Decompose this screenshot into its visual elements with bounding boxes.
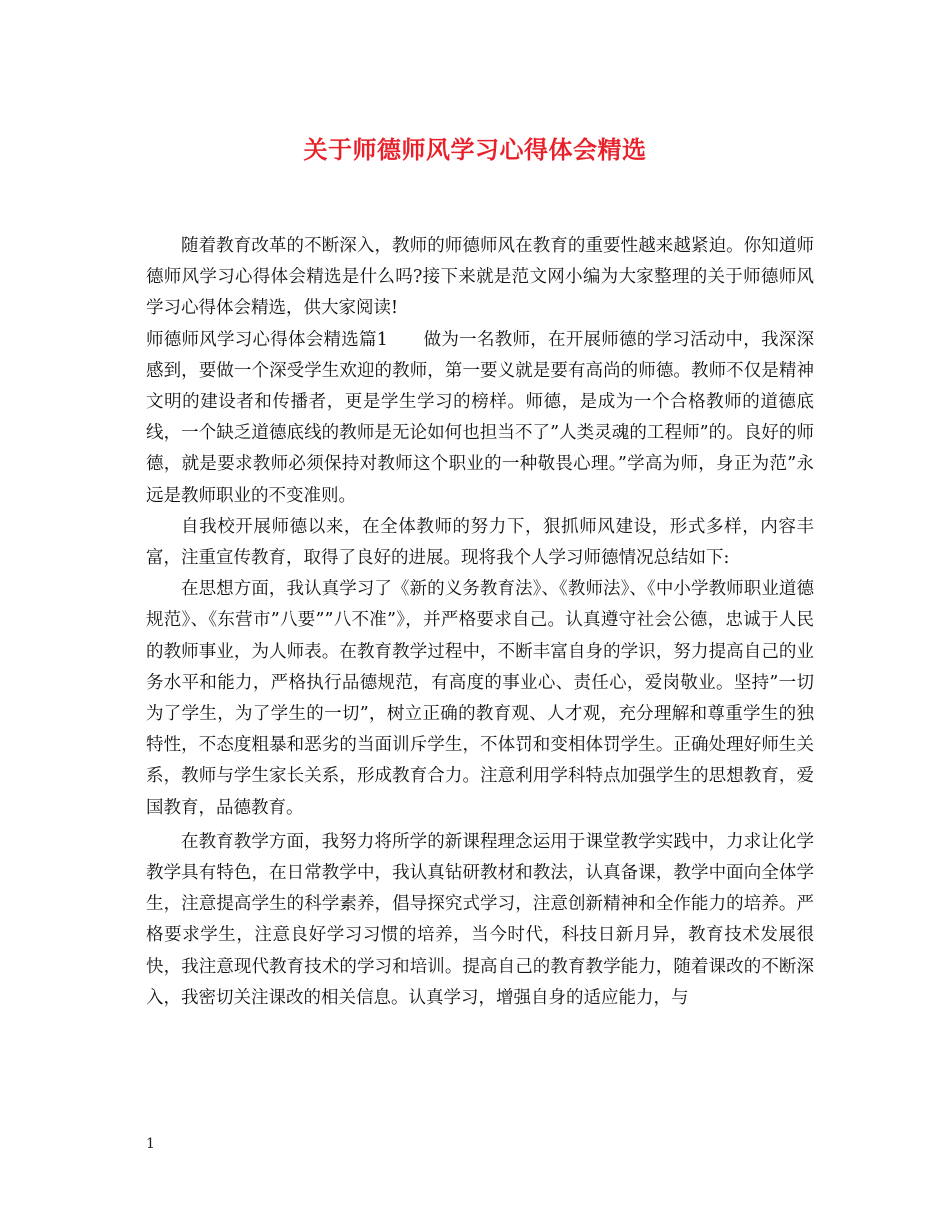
- paragraph-intro: 随着教育改革的不断深入，教师的师德师风在教育的重要性越来越紧迫。你知道师德师风学习心得体会精选是什么吗?接下来就是范文网小编为大家整理的关于师德师风学习心得体会精选，供大家阅读!: [146, 236, 814, 319]
- paragraph-ideology: 在思想方面，我认真学习了《新的义务教育法》、《教师法》、《中小学教师职业道德规范》、《东营市”八要””八不准”》，并严格要求自己。认真遵守社会公德，忠诚于人民的教师事业，为人师表。在教育教学过程中，不断丰富自身的学识，努力提高自己的业务水平和能力，严格执行品德规范，有高度的事业心、责任心，爱岗敬业。坚持”一切为了学生，为了学生的一切”，树立正确的教育观、人才观，充分理解和尊重学生的独特性，不态度粗暴和恶劣的当面训斥学生，不体罚和变相体罚学生。正确处理好师生关系，教师与学生家长关系，形成教育合力。注意利用学科特点加强学生的思想教育，爱国教育，品德教育。: [146, 579, 814, 818]
- paragraph-teaching: 在教育教学方面，我努力将所学的新课程理念运用于课堂教学实践中，力求让化学教学具有特色，在日常教学中，我认真钻研教材和教法，认真备课，教学中面向全体学生，注意提高学生的科学素养，倡导探究式学习，注意创新精神和全作能力的培养。严格要求学生，注意良好学习习惯的培养，当今时代，科技日新月异，教育技术发展很快，我注意现代教育技术的学习和培训。提高自己的教育教学能力，随着课改的不断深入，我密切关注课改的相关信息。认真学习，增强自身的适应能力，与: [146, 831, 814, 1008]
- paragraph-school-summary: 自我校开展师德以来，在全体教师的努力下，狠抓师风建设，形式多样，内容丰富，注重宣传教育，取得了良好的进展。现将我个人学习师德情况总结如下:: [146, 516, 814, 569]
- document-body: [146, 231, 814, 1014]
- page-number: 1: [146, 1136, 155, 1152]
- paragraph-article-1: 师德师风学习心得体会精选篇1 做为一名教师，在开展师德的学习活动中，我深深感到，要做一个深受学生欢迎的教师，第一要义就是要有高尚的师德。教师不仅是精神文明的建设者和传播者，更是学生学习的榜样。师德，是成为一个合格教师的道德底线，一个缺乏道德底线的教师是无论如何也担当不了”人类灵魂的工程师”的。良好的师德，就是要求教师必须保持对教师这个职业的一种敬畏心理。”学高为师，身正为范”永远是教师职业的不变准则。: [146, 329, 814, 506]
- page-title: 关于师德师风学习心得体会精选: [303, 135, 647, 164]
